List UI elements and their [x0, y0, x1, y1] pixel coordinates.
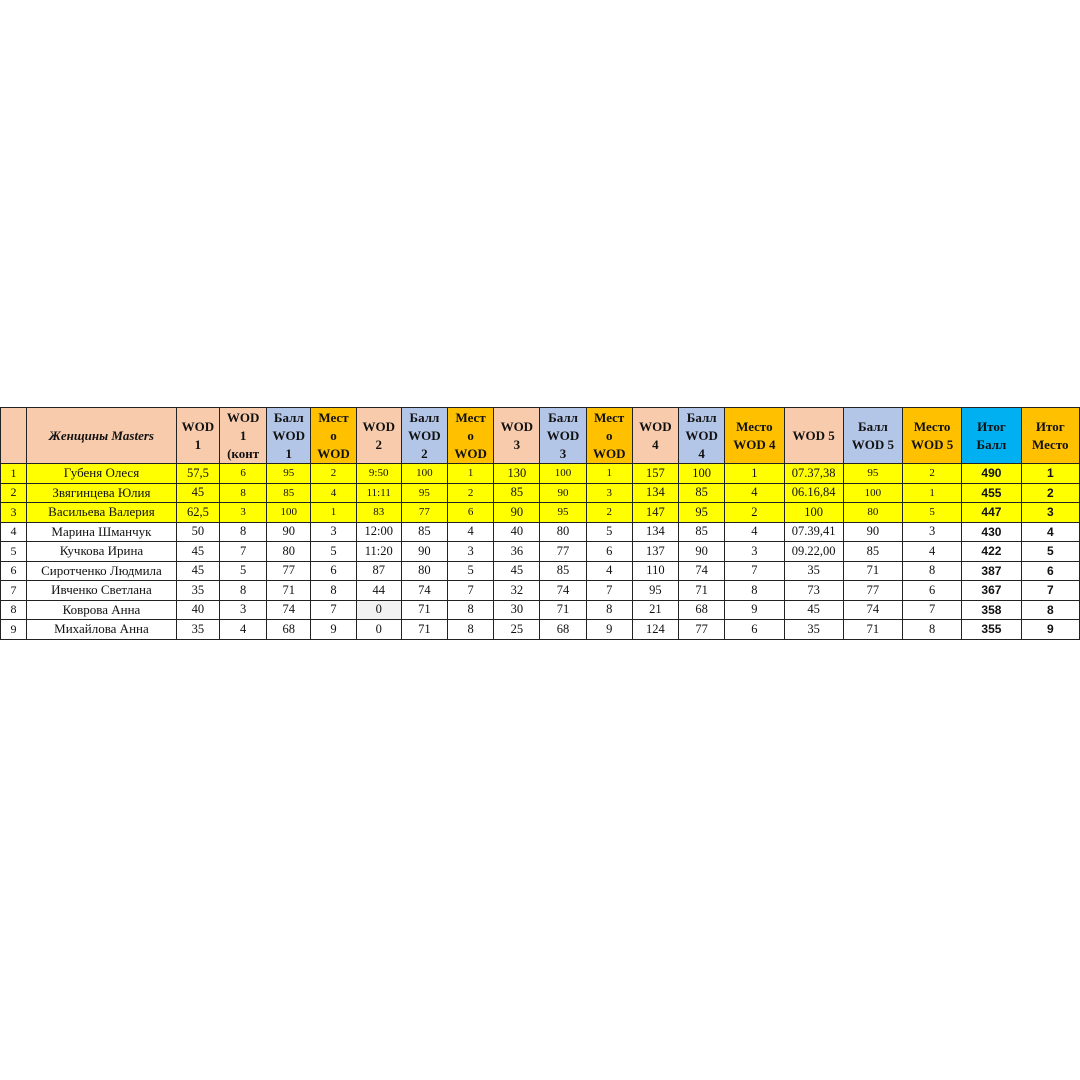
cell-score-wod4: 77: [679, 620, 725, 640]
cell-place-wod3: 6: [586, 542, 632, 562]
header-place-wod1: Мест о WOD: [311, 408, 356, 464]
header-total-score: Итог Балл: [962, 408, 1021, 464]
cell-wod4: 95: [632, 581, 678, 601]
cell-number: 9: [1, 620, 27, 640]
cell-number: 4: [1, 522, 27, 542]
cell-wod3: 32: [494, 581, 540, 601]
cell-wod5: 45: [784, 600, 843, 620]
cell-score-wod3: 74: [540, 581, 586, 601]
cell-place-wod3: 8: [586, 600, 632, 620]
cell-score-wod3: 90: [540, 483, 586, 503]
cell-score-wod5: 85: [843, 542, 902, 562]
cell-place-wod3: 4: [586, 561, 632, 581]
cell-final-place: 3: [1021, 503, 1079, 523]
cell-place-wod5: 6: [903, 581, 962, 601]
cell-score-wod1: 90: [267, 522, 311, 542]
cell-score-wod5: 77: [843, 581, 902, 601]
cell-wod5: 100: [784, 503, 843, 523]
cell-athlete-name: Сиротченко Людмила: [27, 561, 177, 581]
cell-number: 2: [1, 483, 27, 503]
cell-wod1-control: 8: [219, 581, 266, 601]
cell-score-wod2: 71: [401, 600, 447, 620]
cell-place-wod3: 1: [586, 464, 632, 484]
table-row: [1, 522, 1080, 542]
cell-place-wod2: 3: [448, 542, 494, 562]
cell-score-wod2: 85: [401, 522, 447, 542]
cell-wod1-control: 5: [219, 561, 266, 581]
cell-wod1: 45: [176, 561, 219, 581]
cell-wod3: 25: [494, 620, 540, 640]
cell-score-wod1: 85: [267, 483, 311, 503]
cell-score-wod3: 85: [540, 561, 586, 581]
cell-score-wod5: 95: [843, 464, 902, 484]
cell-place-wod4: 9: [725, 600, 784, 620]
cell-place-wod3: 2: [586, 503, 632, 523]
cell-place-wod1: 1: [311, 503, 356, 523]
cell-wod1-control: 8: [219, 522, 266, 542]
cell-place-wod4: 4: [725, 522, 784, 542]
cell-wod1: 35: [176, 581, 219, 601]
cell-score-wod2: 90: [401, 542, 447, 562]
cell-score-wod4: 90: [679, 542, 725, 562]
cell-place-wod1: 3: [311, 522, 356, 542]
cell-wod2: 0: [356, 600, 401, 620]
cell-wod4: 134: [632, 522, 678, 542]
cell-score-wod4: 95: [679, 503, 725, 523]
cell-wod1: 35: [176, 620, 219, 640]
header-wod1-control: WOD 1 (конт: [219, 408, 266, 464]
cell-total-score: 430: [962, 522, 1021, 542]
cell-place-wod1: 7: [311, 600, 356, 620]
cell-score-wod1: 68: [267, 620, 311, 640]
cell-wod5: 06.16,84: [784, 483, 843, 503]
cell-wod1-control: 3: [219, 600, 266, 620]
cell-score-wod4: 68: [679, 600, 725, 620]
cell-wod1: 57,5: [176, 464, 219, 484]
cell-wod3: 36: [494, 542, 540, 562]
cell-total-score: 355: [962, 620, 1021, 640]
cell-wod2: 12:00: [356, 522, 401, 542]
cell-total-score: 422: [962, 542, 1021, 562]
cell-wod4: 137: [632, 542, 678, 562]
cell-place-wod1: 8: [311, 581, 356, 601]
header-wod3: WOD 3: [494, 408, 540, 464]
cell-score-wod3: 95: [540, 503, 586, 523]
header-score-wod5: Балл WOD 5: [843, 408, 902, 464]
cell-place-wod3: 3: [586, 483, 632, 503]
cell-score-wod4: 100: [679, 464, 725, 484]
cell-score-wod5: 71: [843, 561, 902, 581]
cell-wod3: 130: [494, 464, 540, 484]
cell-place-wod5: 4: [903, 542, 962, 562]
cell-wod2: 11:20: [356, 542, 401, 562]
cell-place-wod1: 5: [311, 542, 356, 562]
cell-wod2: 9:50: [356, 464, 401, 484]
cell-place-wod5: 2: [903, 464, 962, 484]
cell-place-wod4: 2: [725, 503, 784, 523]
cell-place-wod1: 4: [311, 483, 356, 503]
cell-place-wod2: 1: [448, 464, 494, 484]
cell-wod2: 44: [356, 581, 401, 601]
cell-score-wod5: 80: [843, 503, 902, 523]
cell-score-wod3: 71: [540, 600, 586, 620]
cell-score-wod4: 85: [679, 522, 725, 542]
cell-place-wod3: 7: [586, 581, 632, 601]
cell-athlete-name: Михайлова Анна: [27, 620, 177, 640]
cell-athlete-name: Ивченко Светлана: [27, 581, 177, 601]
cell-score-wod5: 71: [843, 620, 902, 640]
table-row: [1, 561, 1080, 581]
cell-score-wod2: 100: [401, 464, 447, 484]
cell-final-place: 8: [1021, 600, 1079, 620]
table-body: [1, 464, 1080, 640]
cell-total-score: 387: [962, 561, 1021, 581]
table-row: [1, 483, 1080, 503]
cell-place-wod2: 8: [448, 620, 494, 640]
cell-wod1: 62,5: [176, 503, 219, 523]
cell-wod2: 83: [356, 503, 401, 523]
cell-place-wod5: 5: [903, 503, 962, 523]
cell-final-place: 4: [1021, 522, 1079, 542]
cell-wod3: 40: [494, 522, 540, 542]
cell-wod5: 07.37,38: [784, 464, 843, 484]
table-row: [1, 542, 1080, 562]
header-score-wod4: Балл WOD 4: [679, 408, 725, 464]
cell-place-wod2: 4: [448, 522, 494, 542]
cell-place-wod2: 2: [448, 483, 494, 503]
cell-athlete-name: Кучкова Ирина: [27, 542, 177, 562]
header-score-wod1: Балл WOD 1: [267, 408, 311, 464]
cell-wod5: 07.39,41: [784, 522, 843, 542]
cell-place-wod4: 4: [725, 483, 784, 503]
cell-place-wod4: 3: [725, 542, 784, 562]
cell-number: 6: [1, 561, 27, 581]
cell-wod1: 40: [176, 600, 219, 620]
cell-score-wod4: 74: [679, 561, 725, 581]
cell-wod4: 134: [632, 483, 678, 503]
cell-final-place: 1: [1021, 464, 1079, 484]
results-table: [0, 407, 1080, 640]
cell-number: 3: [1, 503, 27, 523]
cell-athlete-name: Марина Шманчук: [27, 522, 177, 542]
cell-wod1-control: 3: [219, 503, 266, 523]
cell-place-wod4: 7: [725, 561, 784, 581]
cell-score-wod4: 71: [679, 581, 725, 601]
cell-total-score: 367: [962, 581, 1021, 601]
cell-total-score: 447: [962, 503, 1021, 523]
cell-place-wod5: 8: [903, 561, 962, 581]
cell-score-wod1: 95: [267, 464, 311, 484]
header-row: [1, 408, 1080, 464]
cell-final-place: 6: [1021, 561, 1079, 581]
cell-wod3: 90: [494, 503, 540, 523]
cell-wod1-control: 8: [219, 483, 266, 503]
cell-score-wod5: 74: [843, 600, 902, 620]
cell-wod5: 35: [784, 620, 843, 640]
cell-place-wod2: 5: [448, 561, 494, 581]
cell-wod1: 50: [176, 522, 219, 542]
cell-wod3: 45: [494, 561, 540, 581]
cell-score-wod1: 80: [267, 542, 311, 562]
cell-score-wod2: 74: [401, 581, 447, 601]
cell-wod5: 09.22,00: [784, 542, 843, 562]
cell-score-wod1: 71: [267, 581, 311, 601]
header-wod1: WOD 1: [176, 408, 219, 464]
cell-score-wod3: 68: [540, 620, 586, 640]
table-row: [1, 503, 1080, 523]
cell-place-wod1: 9: [311, 620, 356, 640]
header-place-wod2: Мест о WOD: [448, 408, 494, 464]
cell-place-wod1: 2: [311, 464, 356, 484]
header-place-wod3: Мест о WOD: [586, 408, 632, 464]
cell-wod4: 110: [632, 561, 678, 581]
header-wod2: WOD 2: [356, 408, 401, 464]
cell-final-place: 2: [1021, 483, 1079, 503]
cell-athlete-name: Коврова Анна: [27, 600, 177, 620]
cell-place-wod2: 6: [448, 503, 494, 523]
cell-wod1-control: 6: [219, 464, 266, 484]
header-score-wod3: Балл WOD 3: [540, 408, 586, 464]
cell-place-wod5: 1: [903, 483, 962, 503]
results-sheet: [0, 407, 1080, 640]
cell-score-wod3: 77: [540, 542, 586, 562]
cell-wod1-control: 7: [219, 542, 266, 562]
cell-number: 5: [1, 542, 27, 562]
cell-wod4: 157: [632, 464, 678, 484]
header-score-wod2: Балл WOD 2: [401, 408, 447, 464]
cell-wod4: 147: [632, 503, 678, 523]
cell-place-wod3: 9: [586, 620, 632, 640]
cell-score-wod2: 95: [401, 483, 447, 503]
cell-place-wod3: 5: [586, 522, 632, 542]
cell-athlete-name: Звягинцева Юлия: [27, 483, 177, 503]
cell-wod2: 0: [356, 620, 401, 640]
table-row: [1, 620, 1080, 640]
cell-score-wod3: 80: [540, 522, 586, 542]
cell-wod3: 30: [494, 600, 540, 620]
cell-wod5: 35: [784, 561, 843, 581]
cell-total-score: 358: [962, 600, 1021, 620]
cell-number: 1: [1, 464, 27, 484]
cell-place-wod2: 7: [448, 581, 494, 601]
cell-wod2: 11:11: [356, 483, 401, 503]
header-place-wod4: Место WOD 4: [725, 408, 784, 464]
header-category: Женщины Masters: [27, 408, 177, 464]
cell-place-wod5: 3: [903, 522, 962, 542]
header-place-wod5: Место WOD 5: [903, 408, 962, 464]
cell-score-wod1: 74: [267, 600, 311, 620]
header-number: [1, 408, 27, 464]
cell-wod3: 85: [494, 483, 540, 503]
cell-final-place: 7: [1021, 581, 1079, 601]
cell-place-wod5: 7: [903, 600, 962, 620]
cell-score-wod3: 100: [540, 464, 586, 484]
cell-wod1: 45: [176, 483, 219, 503]
cell-place-wod4: 8: [725, 581, 784, 601]
cell-wod1-control: 4: [219, 620, 266, 640]
cell-wod4: 124: [632, 620, 678, 640]
cell-wod1: 45: [176, 542, 219, 562]
cell-score-wod1: 100: [267, 503, 311, 523]
cell-score-wod4: 85: [679, 483, 725, 503]
header-wod4: WOD 4: [632, 408, 678, 464]
table-row: [1, 600, 1080, 620]
cell-number: 8: [1, 600, 27, 620]
cell-score-wod5: 100: [843, 483, 902, 503]
cell-wod5: 73: [784, 581, 843, 601]
cell-place-wod1: 6: [311, 561, 356, 581]
table-row: [1, 464, 1080, 484]
cell-place-wod2: 8: [448, 600, 494, 620]
cell-place-wod4: 1: [725, 464, 784, 484]
cell-place-wod5: 8: [903, 620, 962, 640]
table-row: [1, 581, 1080, 601]
cell-number: 7: [1, 581, 27, 601]
cell-athlete-name: Васильева Валерия: [27, 503, 177, 523]
cell-score-wod2: 80: [401, 561, 447, 581]
cell-final-place: 9: [1021, 620, 1079, 640]
cell-athlete-name: Губеня Олеся: [27, 464, 177, 484]
cell-wod2: 87: [356, 561, 401, 581]
cell-wod4: 21: [632, 600, 678, 620]
cell-score-wod5: 90: [843, 522, 902, 542]
cell-place-wod4: 6: [725, 620, 784, 640]
header-final-place: Итог Место: [1021, 408, 1079, 464]
cell-score-wod2: 77: [401, 503, 447, 523]
cell-total-score: 490: [962, 464, 1021, 484]
cell-score-wod2: 71: [401, 620, 447, 640]
cell-final-place: 5: [1021, 542, 1079, 562]
cell-score-wod1: 77: [267, 561, 311, 581]
cell-total-score: 455: [962, 483, 1021, 503]
header-wod5: WOD 5: [784, 408, 843, 464]
